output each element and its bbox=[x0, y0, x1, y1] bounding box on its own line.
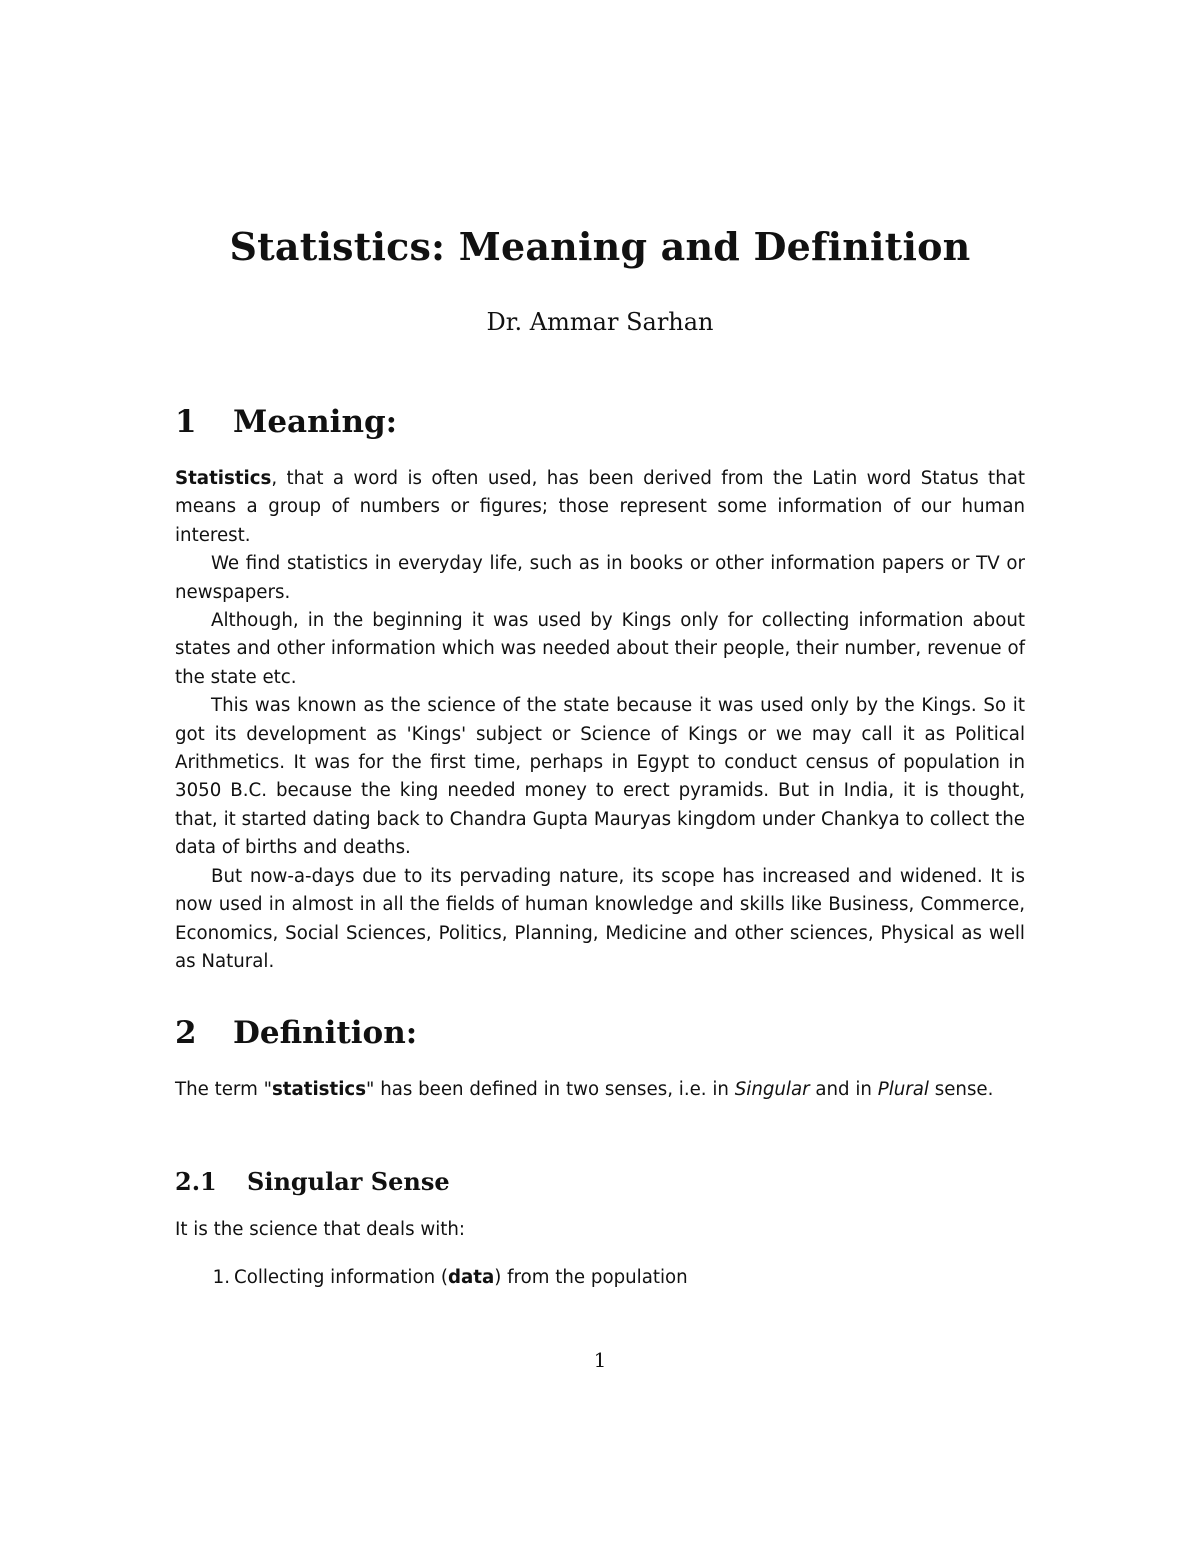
data-term: data bbox=[448, 1267, 495, 1288]
list-item bbox=[175, 1264, 1025, 1292]
section-number: 2 bbox=[175, 1015, 197, 1051]
section-heading-definition bbox=[175, 1015, 1025, 1051]
singular-sense-intro: It is the science that deals with: bbox=[175, 1219, 466, 1240]
list-marker: 1. bbox=[212, 1267, 230, 1288]
singular-term: Singular bbox=[734, 1079, 810, 1100]
singular-sense-list bbox=[175, 1264, 1025, 1292]
meaning-paragraph-1 bbox=[175, 465, 1025, 550]
statistics-term: statistics bbox=[271, 1079, 367, 1100]
definition-paragraph bbox=[175, 1076, 1025, 1104]
section-title: Definition: bbox=[233, 1015, 418, 1051]
meaning-paragraph-3: Although, in the beginning it was used by Kings only for collecting information about states and other information which was needed about their people, their number, revenue of the state etc. bbox=[175, 610, 1025, 688]
list-item-text-b: ) from the population bbox=[494, 1267, 688, 1288]
meaning-paragraph-1-text: , that a word is often used, has been derived from the Latin word Status that means a group of numbers or figures; those represent some information of our human interest. bbox=[175, 468, 1025, 546]
section-number: 1 bbox=[175, 404, 197, 440]
meaning-body bbox=[175, 465, 1025, 976]
document-author: Dr. Ammar Sarhan bbox=[486, 308, 714, 336]
subsection-title: Singular Sense bbox=[247, 1167, 450, 1196]
definition-text-b: " has been defined in two senses, i.e. in bbox=[366, 1079, 735, 1100]
definition-text-a: The term " bbox=[175, 1079, 272, 1100]
definition-body bbox=[175, 1076, 1025, 1104]
statistics-term: Statistics bbox=[175, 468, 272, 489]
list-item-text-a: Collecting information ( bbox=[234, 1267, 449, 1288]
page-number: 1 bbox=[593, 1348, 607, 1372]
subsection-number: 2.1 bbox=[175, 1167, 217, 1196]
subsection-heading-singular-sense bbox=[175, 1167, 1025, 1196]
document-title: Statistics: Meaning and Definition bbox=[229, 224, 971, 269]
section-heading-meaning bbox=[175, 404, 1025, 440]
meaning-paragraph-5: But now-a-days due to its pervading nature, its scope has increased and widened. It is now used in almost in all the fields of human knowledge and skills like Business, Commerce, Economics, Social Sciences, Politics, Planning, Medicine and other sciences, Physical as well as Natural. bbox=[175, 865, 1025, 972]
list-item-text bbox=[234, 1264, 688, 1292]
meaning-paragraph-4: This was known as the science of the state because it was used only by the Kings. So it got its development as 'Kings' subject or Science of Kings or we may call it as Political Arithmetics. It was for the first time, perhaps in Egypt to conduct census of population in 3050 B.C. because the king needed money to erect pyramids. But in India, it is thought, that, it started dating back to Chandra Gupta Mauryas kingdom under Chankya to collect the data of births and deaths. bbox=[175, 695, 1025, 859]
plural-term: Plural bbox=[877, 1079, 929, 1100]
meaning-paragraph-2: We find statistics in everyday life, such as in books or other information papers or TV or newspapers. bbox=[175, 553, 1025, 603]
definition-text-c: and in bbox=[809, 1079, 878, 1100]
definition-text-d: sense. bbox=[928, 1079, 994, 1100]
section-title: Meaning: bbox=[233, 404, 398, 440]
